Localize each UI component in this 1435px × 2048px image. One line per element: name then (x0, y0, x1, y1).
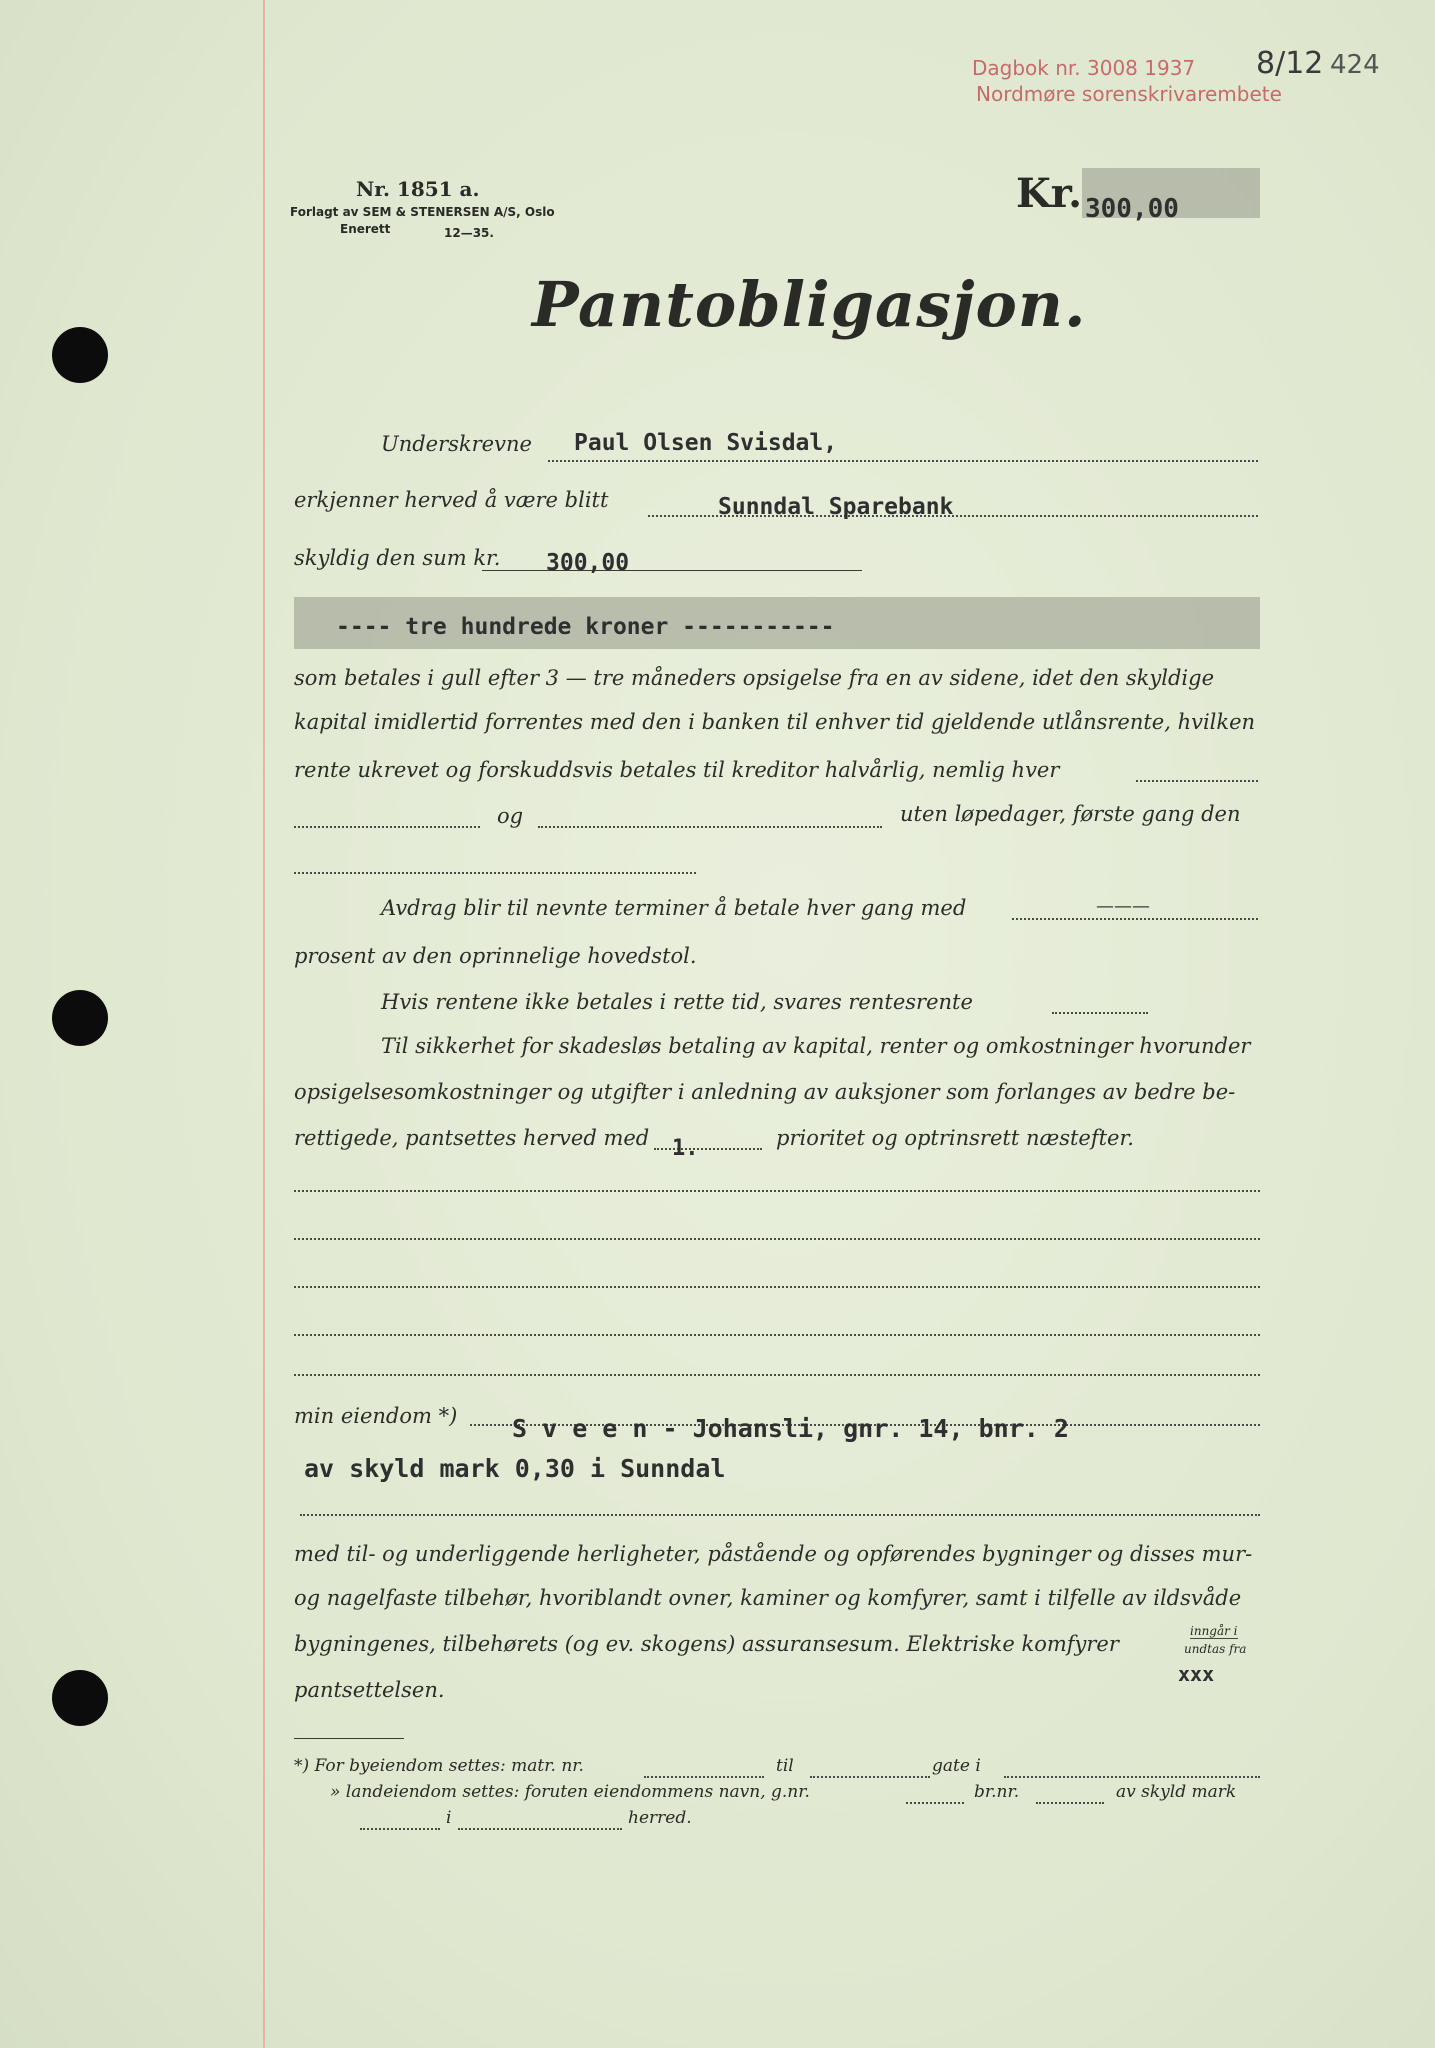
inngar-option: inngår i (1190, 1624, 1238, 1638)
footnote-2b: br.nr. (974, 1782, 1020, 1802)
footnote-1a: *) For byeiendom settes: matr. nr. (294, 1756, 584, 1776)
term-fill-1 (1136, 780, 1258, 782)
footnote-fill-3 (1004, 1776, 1260, 1778)
footnote-fill-2 (810, 1776, 930, 1778)
footnote-fill-7 (458, 1828, 622, 1830)
office-stamp: Nordmøre sorenskrivarembete (976, 82, 1282, 106)
footnote-2c: av skyld mark (1116, 1782, 1237, 1802)
avdrag-text: Avdrag blir til nevnte terminer å betale hver gang med (381, 896, 967, 920)
undersigned-name: Paul Olsen Svisdal, (574, 430, 838, 456)
blank-line-1 (294, 1190, 1260, 1192)
blank-line-2 (294, 1238, 1260, 1240)
footnote-2a: » landeiendom settes: foruten eiendommens navn, g.nr. (330, 1782, 810, 1802)
closing-line-2: og nagelfaste tilbehør, hvoriblandt ovner, kaminer og komfyrer, samt i tilfelle av ildsvåde (294, 1586, 1242, 1610)
form-number: Nr. 1851 a. (356, 177, 480, 201)
undersigned-label: Underskrevne (381, 432, 532, 456)
term-fill-3 (538, 826, 882, 828)
publisher-code: 12—35. (444, 226, 494, 240)
priority-value: 1. (672, 1136, 699, 1161)
blank-line-5 (294, 1374, 1260, 1376)
owing-label: skyldig den sum kr. (294, 546, 501, 570)
closing-line-3: bygningenes, tilbehørets (og ev. skogens) assuransesum. Elektriske komfyrer (294, 1632, 1119, 1656)
footnote-fill-1 (644, 1776, 764, 1778)
footnote-1c: gate i (932, 1756, 981, 1776)
priority-line (654, 1148, 762, 1150)
property-text-2: av skyld mark 0,30 i Sunndal (304, 1454, 726, 1483)
page-number: 424 (1330, 50, 1380, 80)
blank-line-3 (294, 1286, 1260, 1288)
footnote-rule (294, 1738, 404, 1739)
punch-hole-bottom (52, 1670, 108, 1726)
footnote-fill-5 (1036, 1802, 1104, 1804)
undersigned-line (548, 460, 1258, 462)
owing-underline (482, 570, 862, 571)
dagbok-stamp: Dagbok nr. 3008 1937 (972, 56, 1196, 80)
creditor-name: Sunndal Sparebank (718, 494, 954, 520)
footnote-fill-4 (906, 1802, 964, 1804)
footnote-3b: herred. (628, 1808, 692, 1828)
owing-amount: 300,00 (546, 550, 630, 576)
sikkerhet-line-1: Til sikkerhet for skadesløs betaling av kapital, renter og omkostninger hvorunder (381, 1034, 1251, 1058)
body-line-2: kapital imidlertid forrentes med den i banken til enhver tid gjeldende utlånsrente, hvilken (294, 710, 1256, 734)
body-line-4-og: og (497, 804, 524, 828)
margin-line (263, 0, 265, 2048)
footnote-1b: til (776, 1756, 794, 1776)
punch-hole-top (52, 327, 108, 383)
body-line-3: rente ukrevet og forskuddsvis betales til kreditor halvårlig, nemlig hver (294, 758, 1060, 782)
avdrag-fill: ——— (1096, 896, 1150, 917)
acknowledge-label: erkjenner herved å være blitt (294, 488, 609, 512)
publisher-enerett: Enerett (340, 222, 391, 236)
term-fill-2 (294, 826, 480, 828)
amount-value: 300,00 (1085, 194, 1179, 224)
first-date-fill (294, 872, 696, 874)
document-title: Pantobligasjon. (532, 268, 1087, 341)
prosent-text: prosent av den oprinnelige hovedstol. (294, 944, 697, 968)
sikkerhet-line-2: opsigelsesomkostninger og utgifter i anledning av auksjoner som forlanges av bedre be- (294, 1080, 1236, 1104)
property-line-3 (300, 1514, 1260, 1516)
sikkerhet-line-3b: prioritet og optrinsrett næstefter. (776, 1126, 1134, 1150)
kr-label: Kr. (1016, 170, 1083, 217)
property-text-1: S v e e n - Johansli, gnr. 14, bnr. 2 (512, 1414, 1069, 1443)
closing-line-1: med til- og underliggende herligheter, påstående og opførendes bygninger og disses mur- (294, 1542, 1253, 1566)
blank-line-4 (294, 1334, 1260, 1336)
amount-words: ---- tre hundrede kroner ----------- (336, 614, 835, 640)
renter-text: Hvis rentene ikke betales i rette tid, svares rentesrente (381, 990, 973, 1014)
footnote-fill-6 (360, 1828, 440, 1830)
sikkerhet-line-3a: rettigede, pantsettes herved med (294, 1126, 650, 1150)
stamp-date: 8/12 (1256, 46, 1324, 81)
xxx-mark: xxx (1178, 1662, 1215, 1686)
closing-line-4: pantsettelsen. (294, 1678, 445, 1702)
body-line-4-rest: uten løpedager, første gang den (900, 802, 1241, 826)
footnote-3a: i (446, 1808, 452, 1828)
property-label: min eiendom *) (294, 1404, 458, 1428)
publisher-line: Forlagt av SEM & STENERSEN A/S, Oslo (290, 205, 555, 219)
renter-fill (1052, 1012, 1148, 1014)
body-line-1: som betales i gull efter 3 — tre måneders opsigelse fra en av sidene, idet den skyldige (294, 666, 1215, 690)
avdrag-fill-line (1012, 918, 1258, 920)
undtas-option: undtas fra (1184, 1642, 1247, 1656)
punch-hole-middle (52, 990, 108, 1046)
